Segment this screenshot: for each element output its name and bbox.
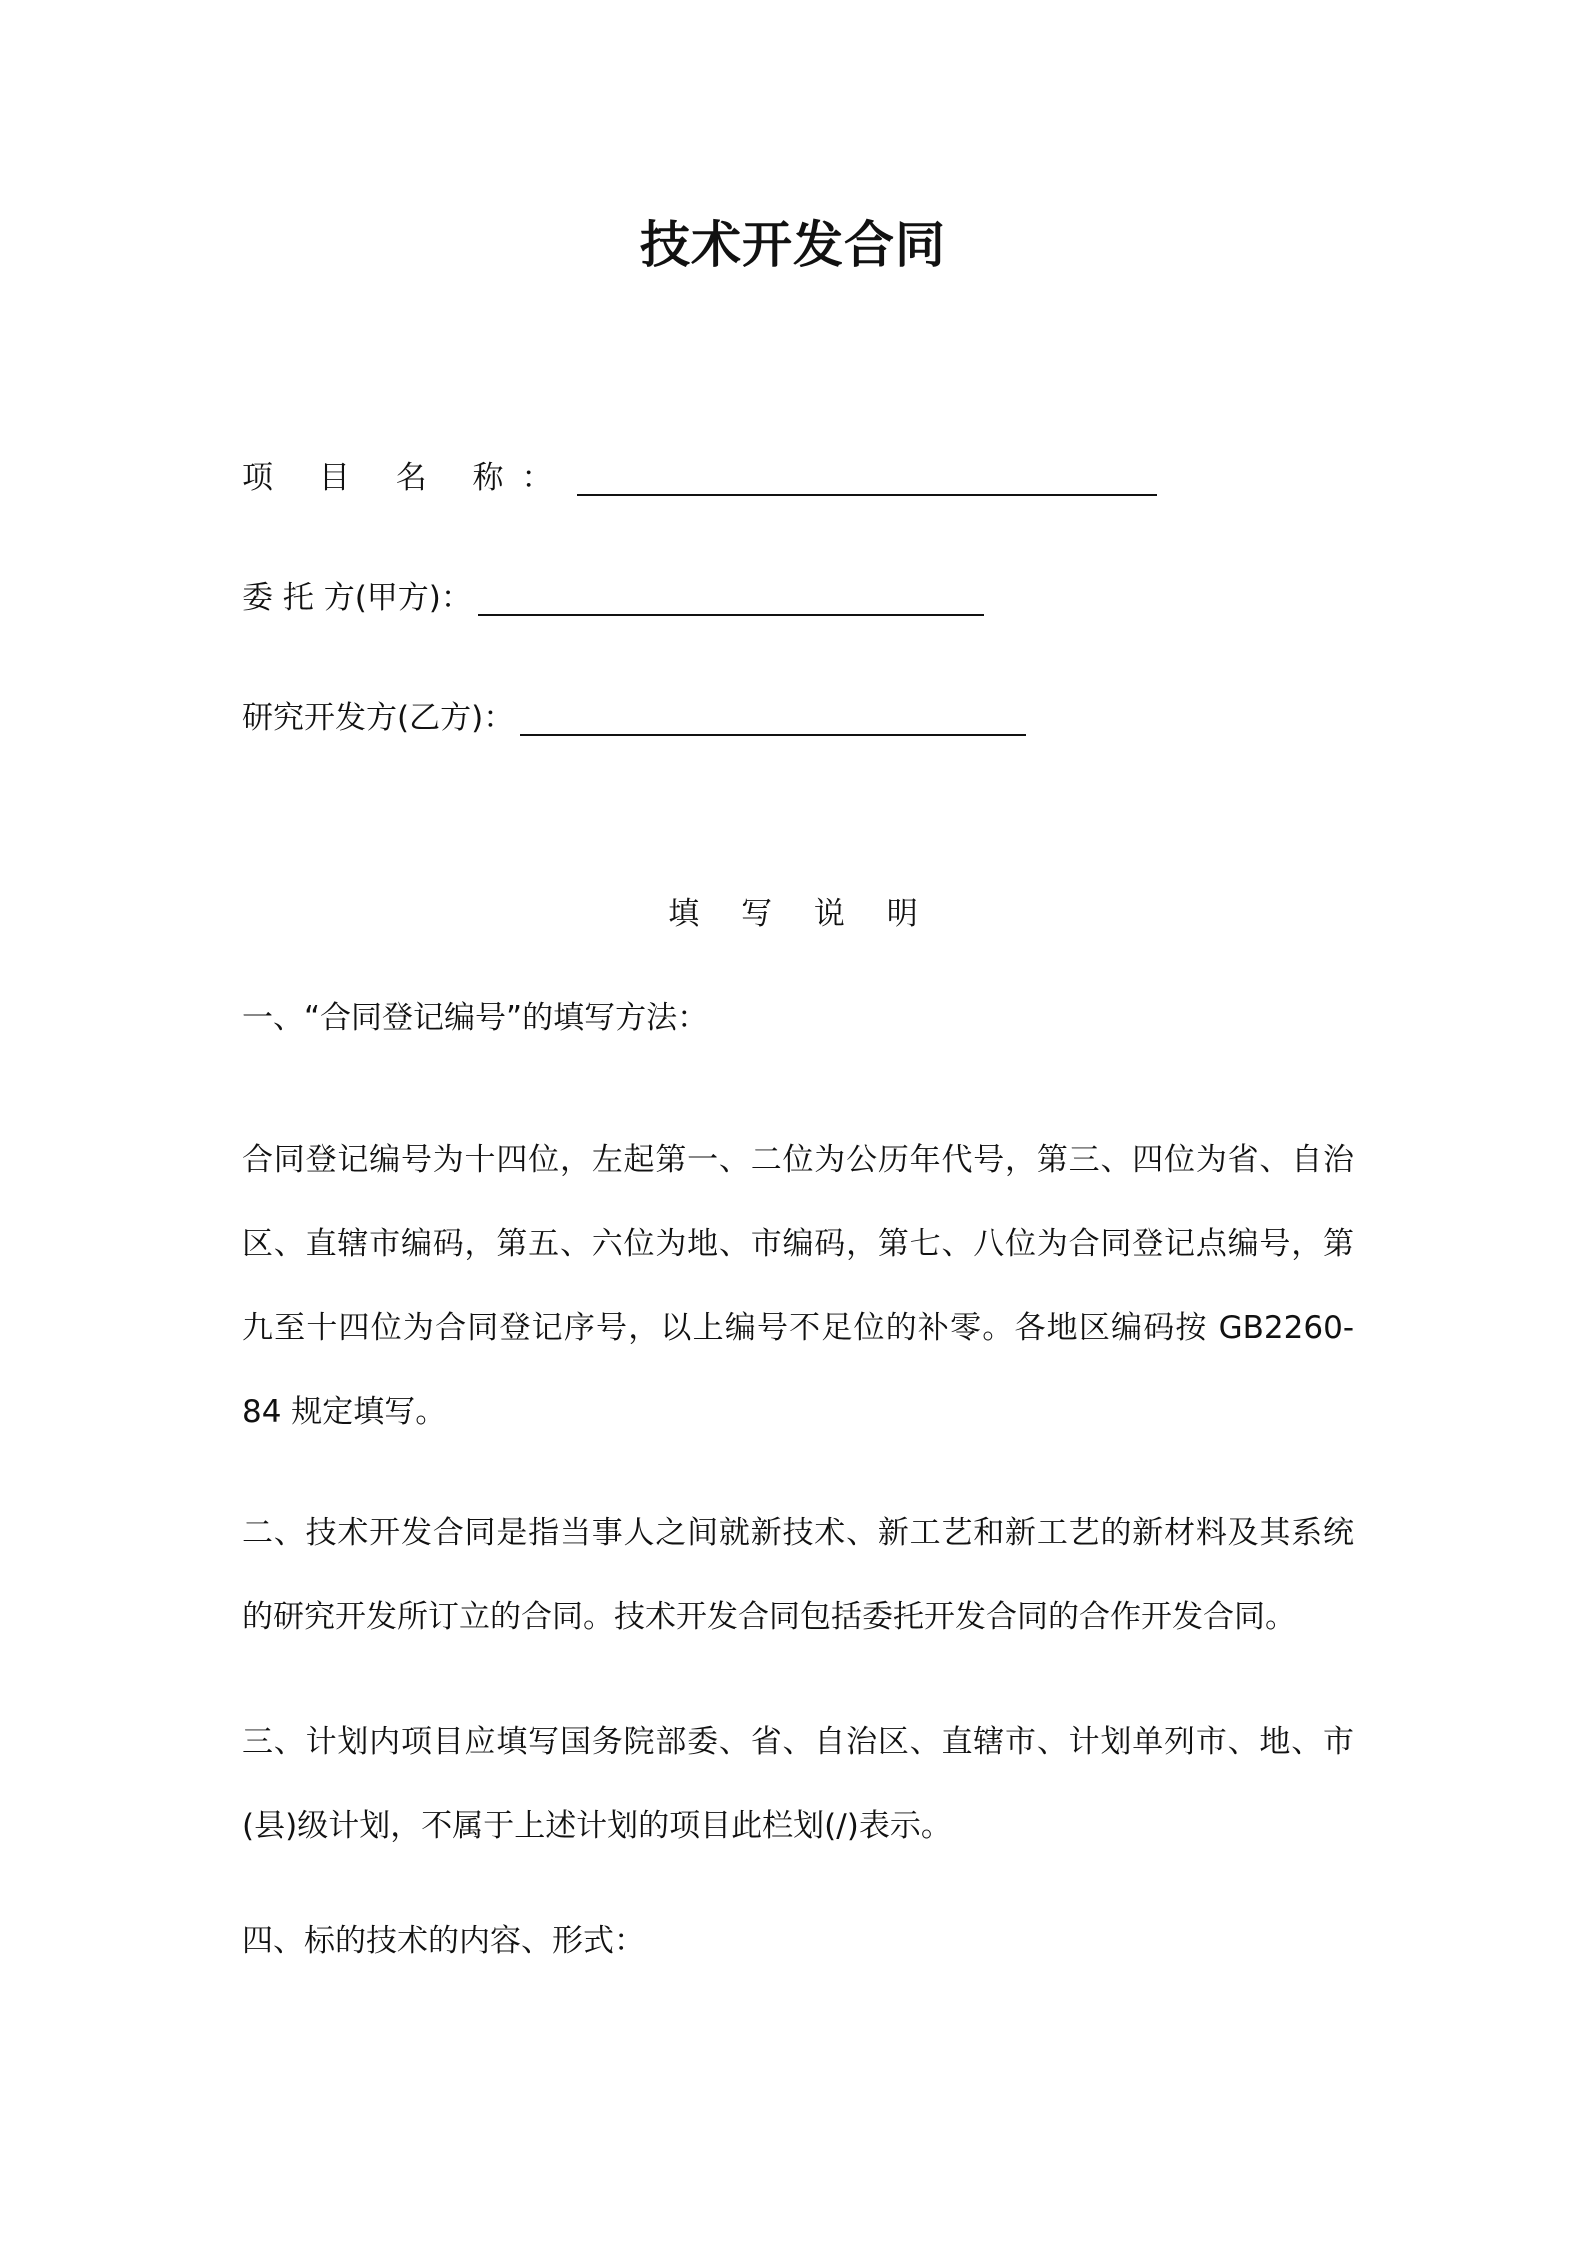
instruction-item-4-heading: 四、标的技术的内容、形式： bbox=[242, 1923, 645, 1959]
document-title: 技术开发合同 bbox=[640, 216, 946, 274]
instruction-item-1-heading: 一、“合同登记编号”的填写方法： bbox=[242, 1000, 709, 1036]
developer-label: 研究开发方(乙方)： bbox=[242, 700, 515, 736]
project-name-field bbox=[242, 456, 1157, 500]
developer-blank[interactable] bbox=[520, 700, 1026, 736]
client-label: 委 托 方(甲方)： bbox=[242, 580, 472, 616]
instruction-item-3: 三、计划内项目应填写国务院部委、省、自治区、直辖市、计划单列市、地、市(县)级计划，不属于上述计划的项目此栏划(/)表示。 bbox=[242, 1724, 1354, 1844]
instructions-heading: 填 写 说 明 bbox=[668, 896, 934, 932]
client-blank[interactable] bbox=[478, 580, 984, 616]
client-field bbox=[242, 576, 984, 620]
project-name-label: 项 目 名 称： bbox=[242, 460, 571, 496]
instruction-item-2: 二、技术开发合同是指当事人之间就新技术、新工艺和新工艺的新材料及其系统的研究开发所订立的合同。技术开发合同包括委托开发合同的合作开发合同。 bbox=[242, 1515, 1354, 1635]
project-name-blank[interactable] bbox=[577, 460, 1157, 496]
developer-field bbox=[242, 696, 1026, 740]
instruction-item-1-body: 合同登记编号为十四位，左起第一、二位为公历年代号，第三、四位为省、自治区、直辖市编码，第五、六位为地、市编码，第七、八位为合同登记点编号，第九至十四位为合同登记序号，以上编号不足位的补零。各地区编码按 GB2260-84 规定填写。 bbox=[242, 1142, 1354, 1430]
